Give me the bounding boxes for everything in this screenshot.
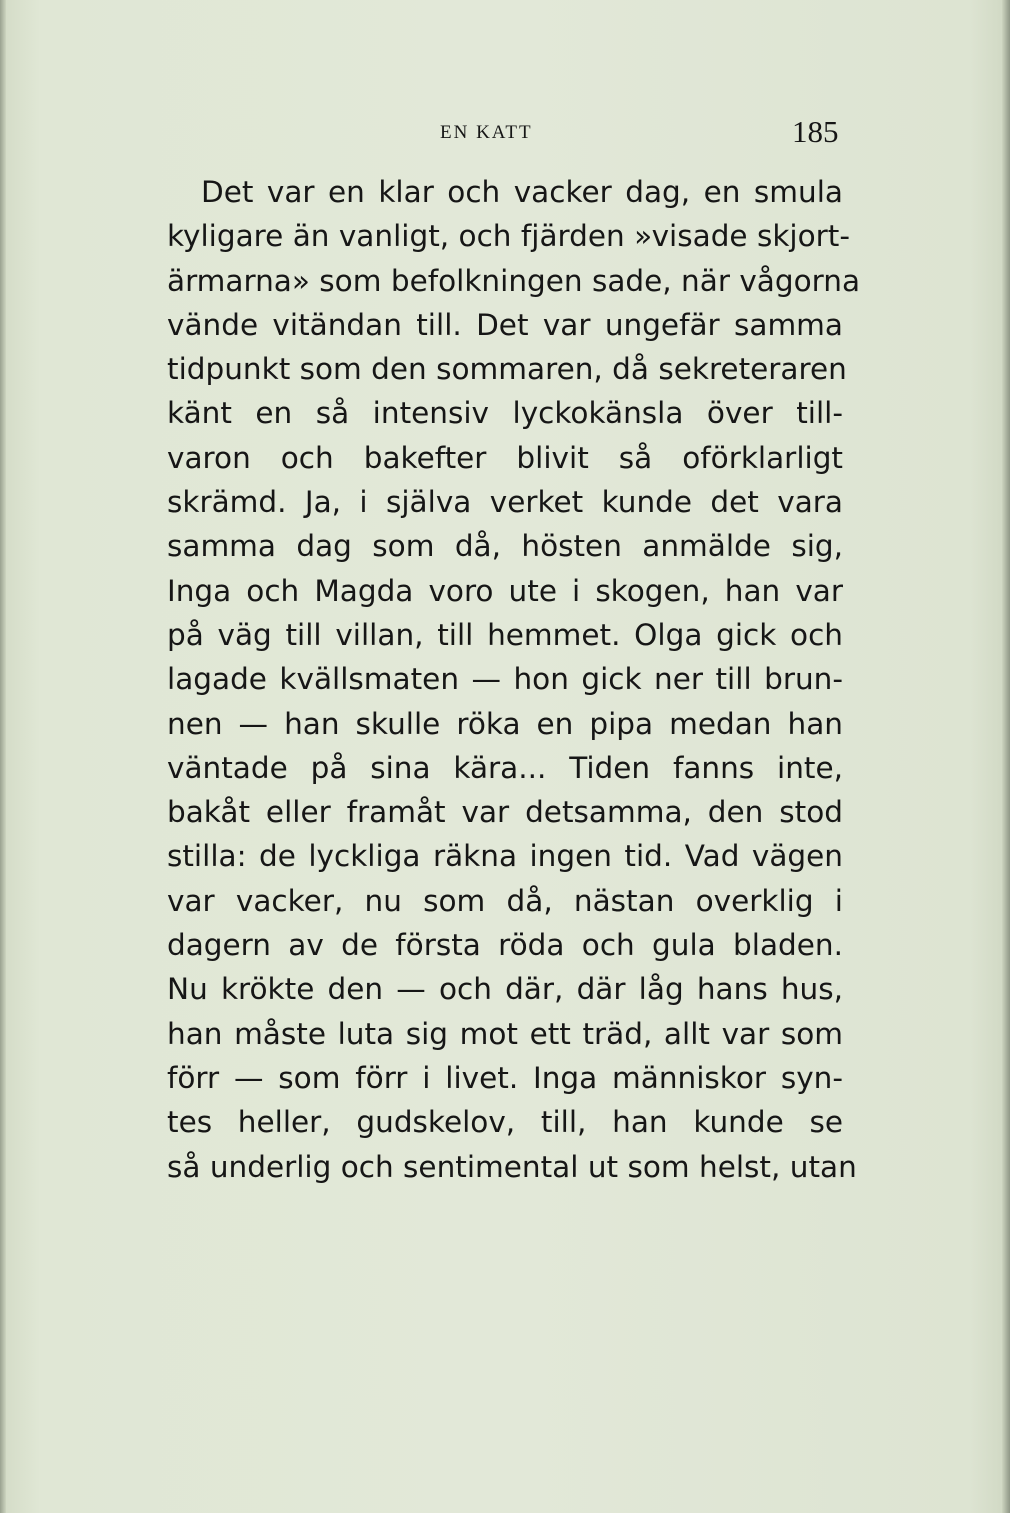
text-line: dagern av de första röda och gula bladen.	[167, 928, 843, 963]
text-line: bakåt eller framåt var detsamma, den stod	[167, 795, 843, 830]
text-line: ärmarna» som befolkningen sade, när vågorna	[167, 263, 861, 298]
text-line: tes heller, gudskelov, till, han kunde se	[167, 1105, 843, 1140]
text-line: så underlig och sentimental ut som helst, utan	[167, 1149, 857, 1184]
page-edge-right	[1002, 0, 1010, 1513]
text-line: Nu krökte den — och där, där låg hans hus,	[167, 972, 843, 1007]
text-line: samma dag som då, hösten anmälde sig,	[167, 529, 843, 564]
text-line: Inga och Magda voro ute i skogen, han var	[167, 573, 843, 608]
text-line: skrämd. Ja, i själva verket kunde det vara	[167, 485, 843, 520]
text-line: vände vitändan till. Det var ungefär samma	[167, 307, 843, 342]
text-line: väntade på sina kära... Tiden fanns inte,	[167, 750, 843, 785]
text-line: förr — som förr i livet. Inga människor syn-	[167, 1060, 843, 1095]
page-edge-left	[0, 0, 6, 1513]
text-line: på väg till villan, till hemmet. Olga gick och	[167, 617, 843, 652]
text-line: lagade kvällsmaten — hon gick ner till brun-	[167, 662, 843, 697]
text-line: han måste luta sig mot ett träd, allt var som	[167, 1016, 843, 1051]
text-line: tidpunkt som den sommaren, då sekreteraren	[167, 352, 847, 387]
body-text	[167, 170, 861, 1189]
text-line: nen — han skulle röka en pipa medan han	[167, 706, 843, 741]
text-line: känt en så intensiv lyckokänsla över till-	[167, 396, 843, 431]
page-number: 185	[792, 114, 839, 149]
text-line: kyligare än vanligt, och fjärden »visade skjort-	[167, 219, 850, 254]
text-line: var vacker, nu som då, nästan overklig i	[167, 883, 843, 918]
text-line: Det var en klar och vacker dag, en smula	[201, 175, 843, 209]
text-line: stilla: de lyckliga räkna ingen tid. Vad vägen	[167, 839, 843, 874]
text-line: varon och bakefter blivit så oförklarligt	[167, 440, 843, 475]
running-head: EN KATT	[440, 122, 533, 143]
